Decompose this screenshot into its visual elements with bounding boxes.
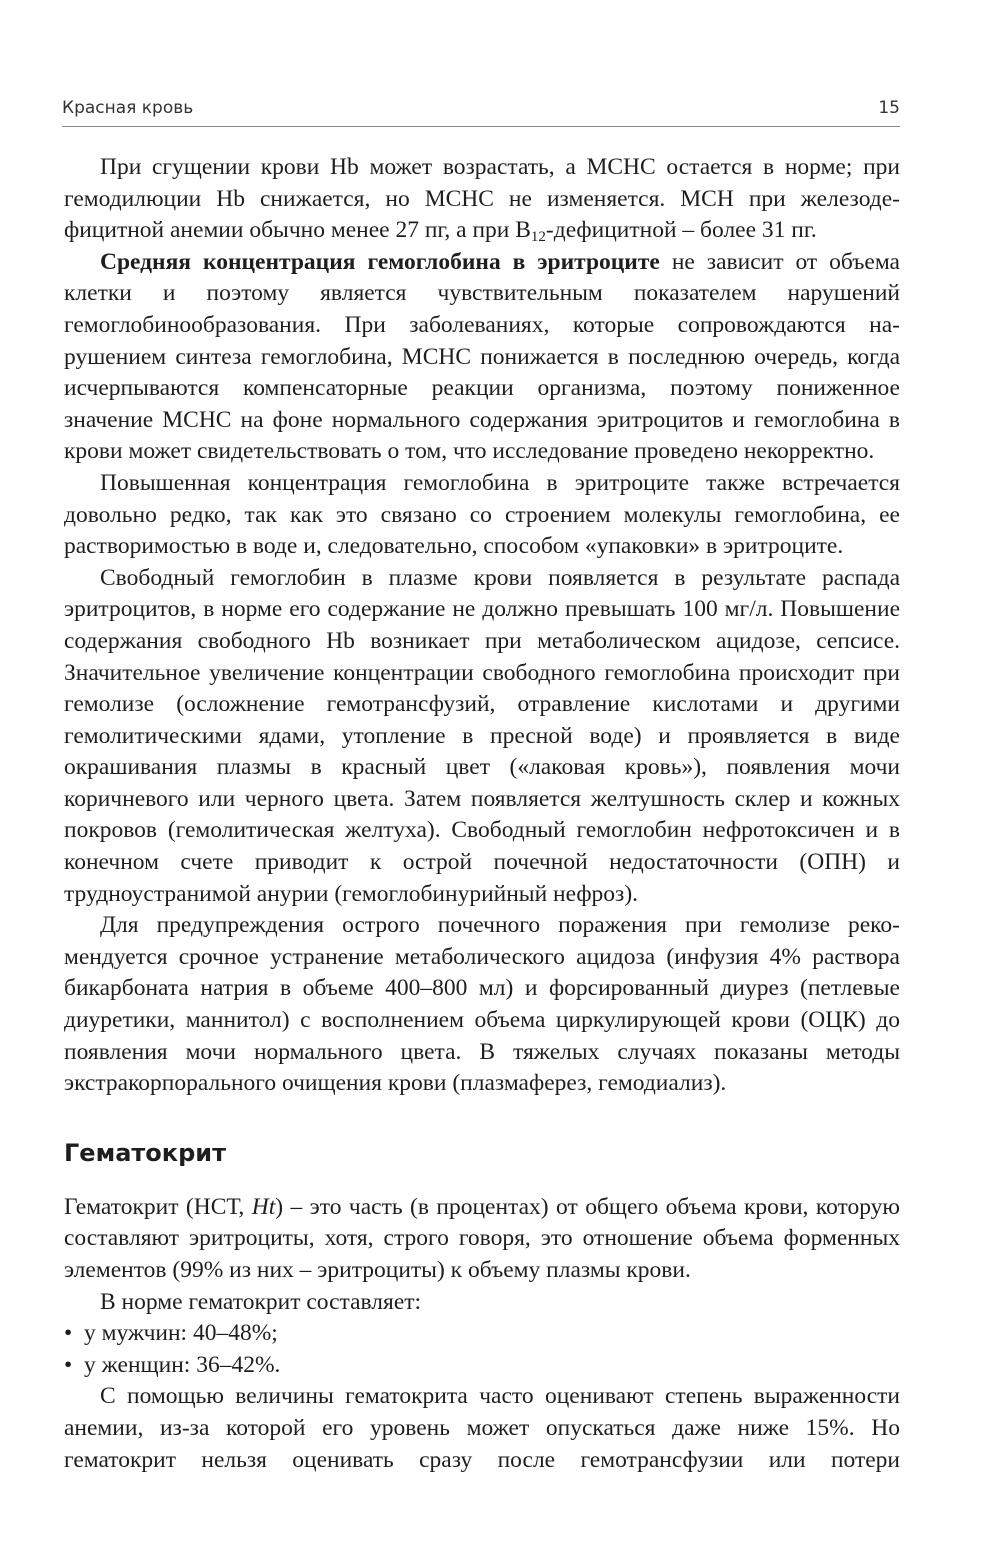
paragraph-kidney-prevention: Для предупреждения острого почечного поражения при гемолизе рекомендуется срочное устранение метаболического ацидоза (инфузия 4% раствора бикарбоната натрия в объеме 400–800 мл) и форсированный диурез (петлевые диуретики, маннитол) с восполнением объема циркулирующей крови (ОЦК) до появления мочи нормального цвета. В тяжелых случаях показаны методы экстракорпорального очищения крови (плазмаферез, гемодиализ). <box>64 912 900 1097</box>
bullet-icon: • <box>64 1320 73 1347</box>
paragraph-hematocrit-norm-intro: В норме гематокрит составляет: <box>100 1288 422 1315</box>
list-item: • у мужчин: 40–48%; <box>64 1318 900 1350</box>
italic-ht: Ht <box>251 1193 276 1220</box>
page-number: 15 <box>878 98 900 118</box>
paragraph-mchc-hemoconcentration: При сгущении крови Hb может возрастать, а МСНС остается в норме; при гемодилюции Hb снижается, но МСНС не изменяется. МСН при железодефицитной анемии обычно менее 27 пг, а при $B_{12}$-дефицитной – более 31 пг. <box>64 154 900 246</box>
paragraph-free-hemoglobin: Свободный гемоглобин в плазме крови появляется в результате распада эритроцитов, в норме его содержание не должно превышать 100 мг/л. Повышение содержания свободного Hb возникает при метаболическом ацидозе, сепсисе. Значительное увеличение концентрации свободного гемоглобина происходит при гемолизе (осложнение гемотрансфузий, отравление кислотами и другими гемолитическими ядами, утопление в пресной воде) и проявляется в виде окрашивания плазмы в красный цвет («лаковая кровь»), появления мочи коричневого или черного цвета. Затем появляется желтушность склер и кожных покровов (гемолитическая желтуха). Свободный гемоглобин нефротоксичен и в конечном счете приводит к острой почечной недостаточности (ОПН) и трудноустранимой анурии (гемоглобинурийный нефроз). <box>64 564 900 907</box>
running-head <box>62 92 900 127</box>
paragraph-hematocrit-anemia: С помощью величины гематокрита часто оценивают степень выраженности анемии, из-за которой его уровень может опускаться даже ниже 15%. Но гематокрит нельзя оценивать сразу после гемотрансфузии или потери <box>64 1383 900 1473</box>
paragraph-hematocrit-definition: Гематокрит (НСТ, Ht) – это часть (в процентах) от общего объема крови, которую составляют эритроциты, хотя, строго говоря, это отношение объема форменных элементов (99% из них – эритроциты) к объему плазмы крови. <box>64 1193 900 1283</box>
paragraph-increased-mchc: Повышенная концентрация гемоглобина в эритроците также встречается довольно редко, так как это связано со строением молекулы гемоглобина, ее растворимостью в воде и, следовательно, способом «упаковки» в эритроците. <box>64 469 900 560</box>
bullet-icon: • <box>64 1351 73 1378</box>
section-heading-hematocrit: Гематокрит <box>64 1138 226 1167</box>
subscript-b12: 12 <box>530 229 546 246</box>
bold-term-mchc: Средняя концентрация гемоглобина в эритроците <box>100 248 660 275</box>
norms-list <box>64 1318 900 1381</box>
running-head-title: Красная кровь <box>62 98 194 118</box>
list-item: • у женщин: 36–42%. <box>64 1350 900 1382</box>
paragraph-mchc-definition: Средняя концентрация гемоглобина в эритроците не зависит от объема клетки и поэтому является чувствительным показателем нарушений гемоглобинообразования. При заболеваниях, которые сопровождаются нарушением синтеза гемоглобина, МСНС понижается в последнюю очередь, когда исчерпываются компенсаторные реакции организма, поэтому пониженное значение МСНС на фоне нормального содержания эритроцитов и гемоглобина в крови может свидетельствовать о том, что исследование проведено некорректно. <box>64 248 900 465</box>
page-body <box>64 152 900 1476</box>
